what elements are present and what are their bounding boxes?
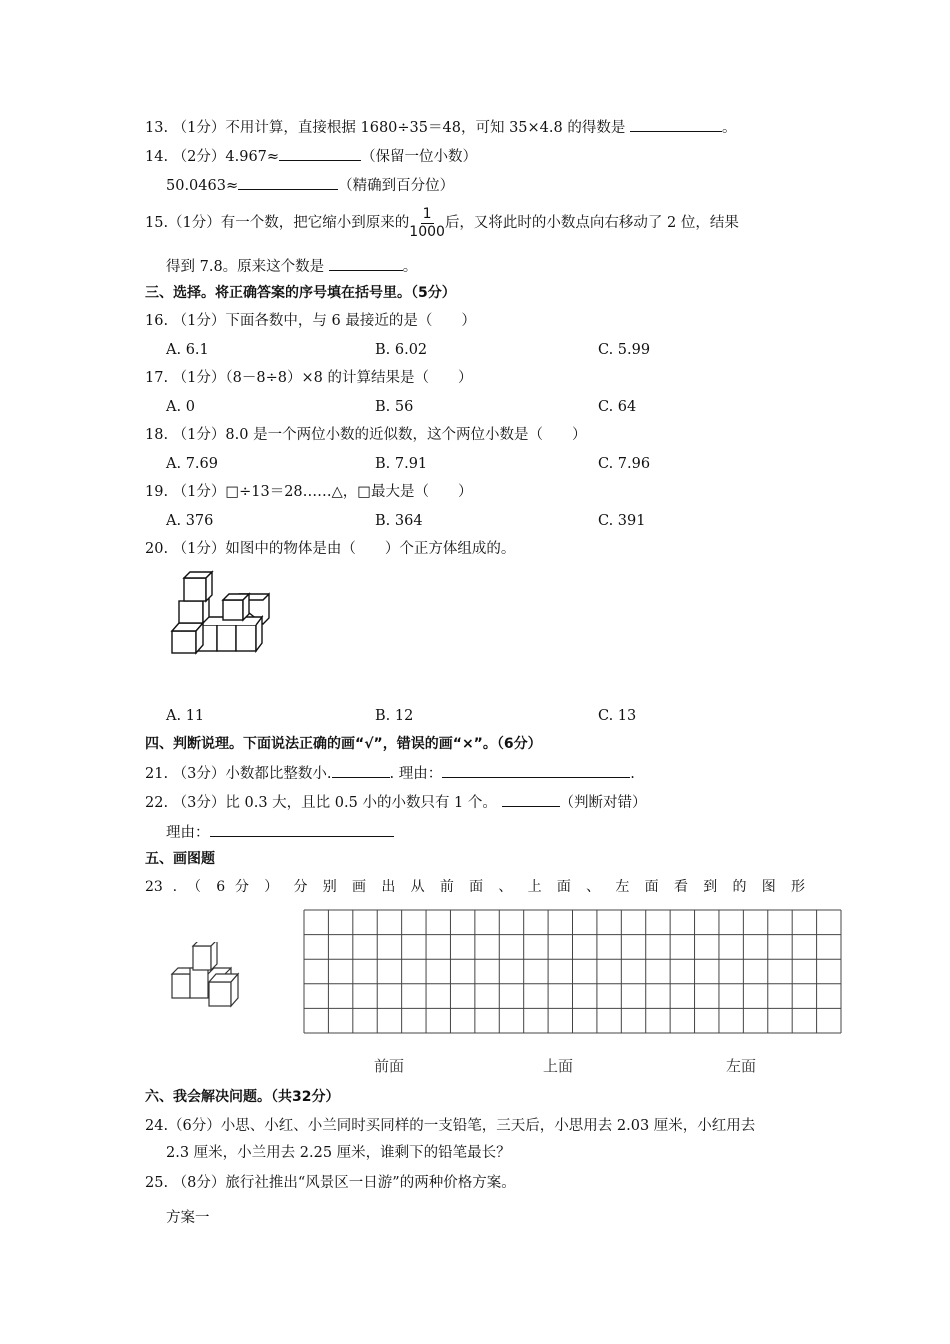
section-5-heading: 五、画图题 <box>145 851 215 867</box>
question-24: 24.（6分）小思、小红、小兰同时买同样的一支铅笔，三天后，小思用去 2.03 厘米，小红用去 <box>145 1118 756 1134</box>
question-15-line2: 得到 7.8。原来这个数是 。 <box>166 256 417 276</box>
question-22: 22. （3分）比 0.3 大，且比 0.5 小的小数只有 1 个。 （判断对错） <box>145 792 647 812</box>
option-b: B. 12 <box>375 708 414 724</box>
option-c: C. 5.99 <box>598 342 651 358</box>
label-front: 前面 <box>374 1057 405 1075</box>
label-top: 上面 <box>543 1057 574 1075</box>
question-14: 14. （2分）4.967≈ （保留一位小数） <box>145 146 477 166</box>
option-a: A. 0 <box>166 399 195 415</box>
fraction: $\frac{1}{1000}$ <box>409 205 445 240</box>
question-19: 19. （1分）□÷13＝28……△，□最大是（ ） <box>145 484 473 500</box>
option-b: B. 56 <box>375 399 414 415</box>
question-18: 18. （1分）8.0 是一个两位小数的近似数，这个两位小数是（ ） <box>145 427 587 443</box>
option-a: A. 7.69 <box>166 456 218 472</box>
question-16: 16. （1分）下面各数中，与 6 最接近的是（ ） <box>145 313 476 329</box>
option-c: C. 13 <box>598 708 637 724</box>
option-a: A. 6.1 <box>166 342 209 358</box>
cube-figure-23 <box>165 942 260 1012</box>
section-4-heading: 四、判断说理。下面说法正确的画“√”，错误的画“×”。（6分） <box>145 736 542 752</box>
option-b: B. 364 <box>375 513 423 529</box>
label-left: 左面 <box>726 1057 757 1075</box>
option-a: A. 376 <box>166 513 214 529</box>
question-21: 21. （3分）小数都比整数小. . 理由： . <box>145 763 635 783</box>
section-6-heading: 六、我会解决问题。（共32分） <box>145 1089 340 1105</box>
option-b: B. 6.02 <box>375 342 428 358</box>
question-17: 17. （1分）（8－8÷8）×8 的计算结果是（ ） <box>145 370 473 386</box>
question-24-line2: 2.3 厘米，小兰用去 2.25 厘米，谁剩下的铅笔最长？ <box>166 1145 511 1161</box>
question-14-part2: 50.0463≈ （精确到百分位） <box>166 175 454 195</box>
option-c: C. 64 <box>598 399 637 415</box>
question-22-reason: 理由： <box>166 822 394 842</box>
question-20: 20. （1分）如图中的物体是由（ ）个正方体组成的。 <box>145 541 516 557</box>
option-c: C. 391 <box>598 513 646 529</box>
drawing-grid[interactable] <box>303 909 843 1035</box>
option-b: B. 7.91 <box>375 456 428 472</box>
option-a: A. 11 <box>166 708 205 724</box>
section-3-heading: 三、选择。将正确答案的序号填在括号里。（5分） <box>145 285 456 301</box>
option-c: C. 7.96 <box>598 456 651 472</box>
question-13: 13. （1分）不用计算，直接根据 1680÷35＝48，可知 35×4.8 的得数是 。 <box>145 117 736 137</box>
question-15: 15.（1分）有一个数，把它缩小到原来的 $\frac{1}{1000}$ 后，又将此时的小数点向右移动了 2 位，结果 <box>145 205 739 240</box>
question-23: 23 . （ 6 分 ） 分 别 画 出 从 前 面 、 上 面 、 左 面 看 到 的 图 形 <box>145 879 805 895</box>
cube-figure-20 <box>165 570 275 660</box>
question-25: 25. （8分）旅行社推出“风景区一日游”的两种价格方案。 <box>145 1175 516 1191</box>
plan-one-label: 方案一 <box>166 1210 210 1226</box>
